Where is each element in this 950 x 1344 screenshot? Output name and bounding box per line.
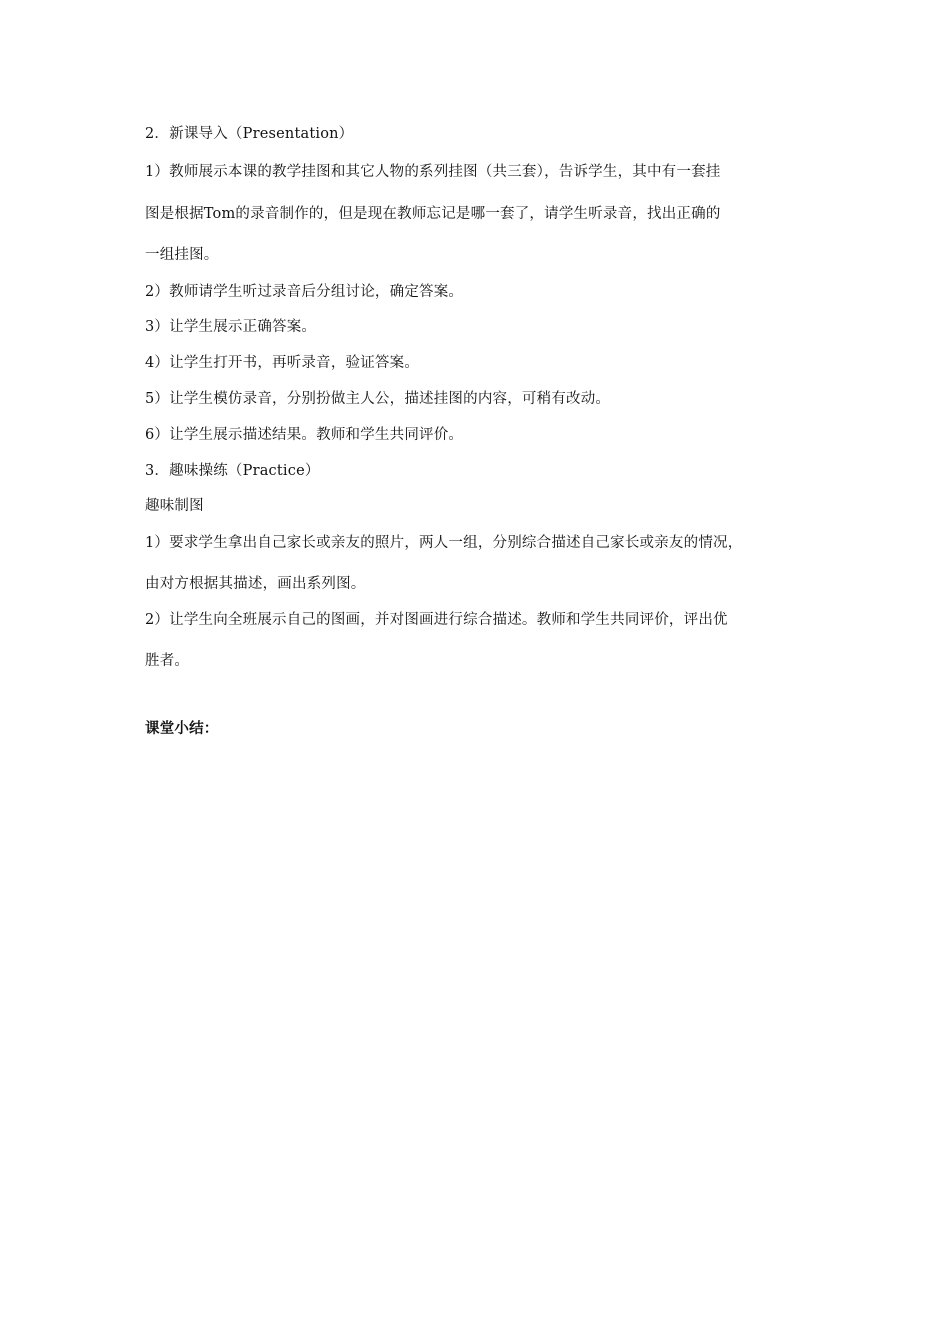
paragraph-line: 胜者。	[145, 653, 190, 669]
paragraph-line: 由对方根据其描述，画出系列图。	[145, 576, 366, 592]
paragraph-line: 4）让学生打开书，再听录音，验证答案。	[145, 355, 420, 371]
paragraph-line: 1）要求学生拿出自己家长或亲友的照片，两人一组，分别综合描述自己家长或亲友的情况，	[145, 535, 743, 551]
paragraph-line: 2）让学生向全班展示自己的图画，并对图画进行综合描述。教师和学生共同评价，评出优	[145, 612, 728, 628]
paragraph-line: 3）让学生展示正确答案。	[145, 319, 317, 335]
paragraph-line: 6）让学生展示描述结果。教师和学生共同评价。	[145, 427, 464, 443]
paragraph-line: 5）让学生模仿录音，分别扮做主人公，描述挂图的内容，可稍有改动。	[145, 391, 611, 407]
paragraph-line: 一组挂图。	[145, 247, 219, 263]
paragraph-line: 2）教师请学生听过录音后分组讨论，确定答案。	[145, 284, 464, 300]
section-heading-practice: 3．趣味操练（Practice）	[145, 463, 320, 479]
subsection-title: 趣味制图	[145, 498, 204, 514]
paragraph-line: 1）教师展示本课的教学挂图和其它人物的系列挂图（共三套），告诉学生，其中有一套挂	[145, 164, 721, 180]
summary-heading: 课堂小结：	[145, 721, 219, 737]
section-heading-presentation: 2．新课导入（Presentation）	[145, 126, 354, 142]
paragraph-line: 图是根据Tom的录音制作的，但是现在教师忘记是哪一套了，请学生听录音，找出正确的	[145, 206, 721, 222]
